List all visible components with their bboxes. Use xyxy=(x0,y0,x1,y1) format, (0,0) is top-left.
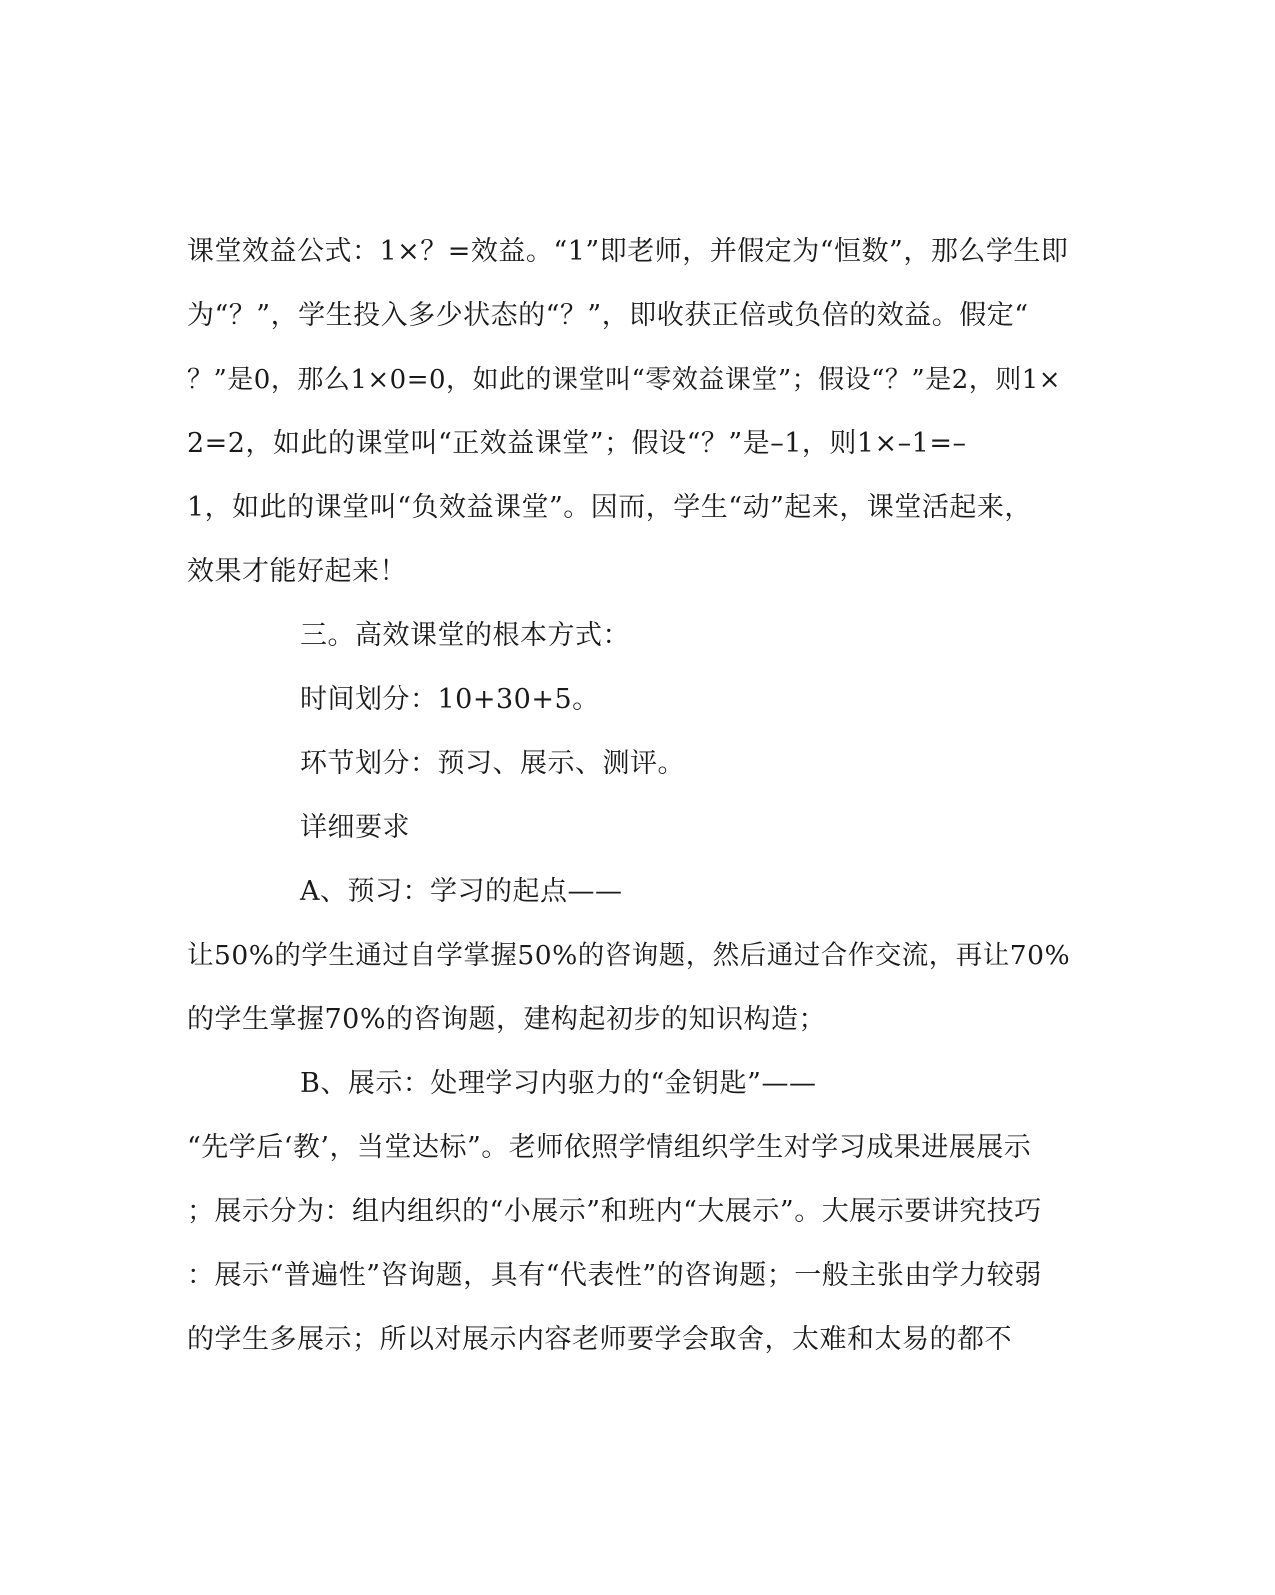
text-line-18: 的学生多展示；所以对展示内容老师要学会取舍，太难和太易的都不 xyxy=(187,1324,1012,1355)
section-heading-3: 三。高效课堂的根本方式： xyxy=(300,620,630,651)
text-line-4: 2=2，如此的课堂叫“正效益课堂”；假设“？”是–1，则1×–1=– xyxy=(187,428,967,459)
text-line-5: 1，如此的课堂叫“负效益课堂”。因而，学生“动”起来，课堂活起来， xyxy=(187,492,1032,523)
text-line-13: 的学生掌握70%的咨询题，建构起初步的知识构造； xyxy=(187,1004,827,1035)
text-line-6: 效果才能好起来！ xyxy=(187,556,407,587)
text-line-17: ：展示“普遍性”咨询题，具有“代表性”的咨询题；一般主张由学力较弱 xyxy=(187,1260,1042,1291)
text-line-12: 让50%的学生通过自学掌握50%的咨询题，然后通过合作交流，再让70% xyxy=(187,940,1071,971)
item-b-heading: B、展示：处理学习内驱力的“金钥匙”—— xyxy=(300,1068,817,1099)
time-division-line: 时间划分：10+30+5。 xyxy=(300,684,600,715)
stage-division-line: 环节划分：预习、展示、测评。 xyxy=(300,748,685,779)
text-line-16: ；展示分为：组内组织的“小展示”和班内“大展示”。大展示要讲究技巧 xyxy=(187,1196,1042,1227)
text-line-1: 课堂效益公式：1×？=效益。“1”即老师，并假定为“恒数”，那么学生即 xyxy=(187,236,1069,267)
text-line-3: ？”是0，那么1×0=0，如此的课堂叫“零效益课堂”；假设“？”是2，则1× xyxy=(187,365,1062,395)
item-a-heading: A、预习：学习的起点—— xyxy=(300,876,623,907)
text-line-2: 为“？”，学生投入多少状态的“？”，即收获正倍或负倍的效益。假定“ xyxy=(187,300,1029,331)
detailed-requirements-heading: 详细要求 xyxy=(300,812,410,843)
text-line-15: “先学后‘教’，当堂达标”。老师依照学情组织学生对学习成果进展展示 xyxy=(187,1132,1032,1163)
